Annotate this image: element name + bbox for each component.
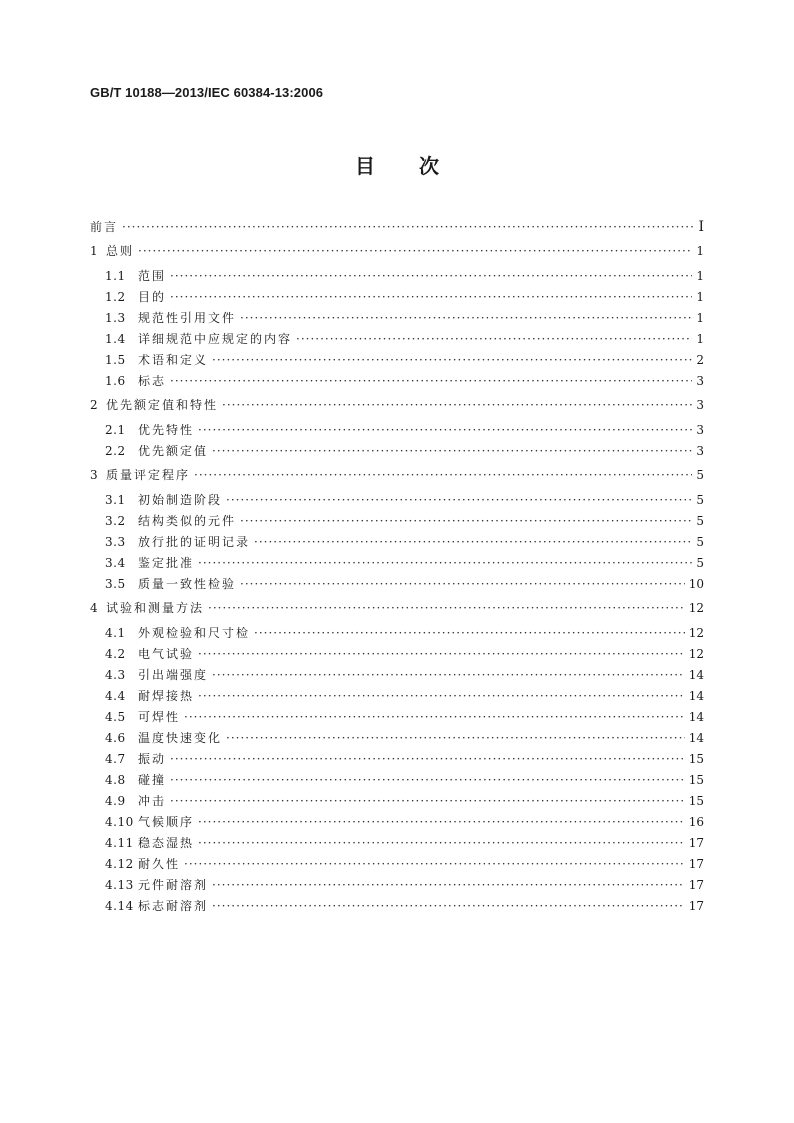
toc-leader-dots xyxy=(254,532,692,552)
toc-page-number: 1 xyxy=(696,290,704,304)
toc-number: 4.8 xyxy=(105,773,126,787)
toc-leader-dots xyxy=(170,791,685,811)
toc-page-number: 15 xyxy=(688,752,704,766)
toc-label: 振动 xyxy=(138,752,167,766)
toc-page-number: 3 xyxy=(696,444,704,458)
toc-number: 3.2 xyxy=(105,514,126,528)
toc-label: 质量一致性检验 xyxy=(138,577,237,591)
toc-number: 4.2 xyxy=(105,647,126,661)
toc-number: 4.10 xyxy=(105,815,134,829)
toc-leader-dots xyxy=(212,896,685,916)
page-title xyxy=(0,150,794,179)
toc-number: 1.3 xyxy=(105,311,126,325)
toc-leader-dots xyxy=(184,854,685,874)
toc-entry-4-12[interactable] xyxy=(90,854,704,874)
toc-leader-dots xyxy=(240,574,685,594)
toc-entry-4-10[interactable] xyxy=(90,812,704,832)
toc-label: 质量评定程序 xyxy=(106,468,191,482)
toc-page-number: 5 xyxy=(696,535,704,549)
toc-page-number: 17 xyxy=(688,878,704,892)
toc-leader-dots xyxy=(212,665,685,685)
toc-number: 3.1 xyxy=(105,493,126,507)
toc-leader-dots xyxy=(222,395,692,415)
toc-leader-dots xyxy=(138,241,692,261)
toc-entry-3-5[interactable] xyxy=(90,574,704,594)
toc-label: 放行批的证明记录 xyxy=(138,535,251,549)
toc-label: 冲击 xyxy=(138,794,167,808)
toc-leader-dots xyxy=(208,598,685,618)
toc-label: 耐焊接热 xyxy=(138,689,195,703)
toc-page-number: 10 xyxy=(688,577,704,591)
toc-label: 电气试验 xyxy=(138,647,195,661)
toc-leader-dots xyxy=(170,770,685,790)
toc-leader-dots xyxy=(198,420,692,440)
toc-leader-dots xyxy=(198,644,685,664)
toc-number: 1.4 xyxy=(105,332,126,346)
toc-leader-dots xyxy=(254,623,685,643)
toc-leader-dots xyxy=(198,833,685,853)
toc-page-number: 3 xyxy=(696,398,704,412)
toc-entry-1-6[interactable] xyxy=(90,371,704,391)
toc-entry-2-2[interactable] xyxy=(90,441,704,461)
toc-number: 4.12 xyxy=(105,857,134,871)
toc-number: 4.9 xyxy=(105,794,126,808)
toc-label: 试验和测量方法 xyxy=(106,601,205,615)
toc-leader-dots xyxy=(226,728,685,748)
toc-entry-1-3[interactable] xyxy=(90,308,704,328)
toc-number: 1.6 xyxy=(105,374,126,388)
toc-page-number: 15 xyxy=(688,773,704,787)
toc-entry-4-2[interactable] xyxy=(90,644,704,664)
standard-code: GB/T 10188—2013/IEC 60384-13:2006 xyxy=(90,85,324,100)
toc-leader-dots xyxy=(170,266,692,286)
title-char-2: 次 xyxy=(419,154,439,178)
toc-leader-dots xyxy=(170,287,692,307)
toc-page-number: 1 xyxy=(696,311,704,325)
toc-label: 详细规范中应规定的内容 xyxy=(138,332,293,346)
toc-leader-dots xyxy=(184,707,685,727)
toc-label: 初始制造阶段 xyxy=(138,493,223,507)
toc-page-number: 5 xyxy=(696,514,704,528)
toc-page-number: 17 xyxy=(688,857,704,871)
toc-leader-dots xyxy=(198,553,692,573)
toc-number: 4.5 xyxy=(105,710,126,724)
toc-number: 4.3 xyxy=(105,668,126,682)
toc-number: 4.14 xyxy=(105,899,134,913)
toc-label: 目的 xyxy=(138,290,167,304)
toc-number: 4.13 xyxy=(105,878,134,892)
toc-entry-3-1[interactable] xyxy=(90,490,704,510)
toc-page-number: 17 xyxy=(688,836,704,850)
title-char-1: 目 xyxy=(355,154,375,178)
toc-label: 稳态湿热 xyxy=(138,836,195,850)
toc-leader-dots xyxy=(296,329,692,349)
toc-page-number: 17 xyxy=(688,899,704,913)
toc-entry-1-5[interactable] xyxy=(90,350,704,370)
toc-page-number: 14 xyxy=(688,731,704,745)
toc-page-number: 14 xyxy=(688,710,704,724)
toc-number: 1.5 xyxy=(105,353,126,367)
toc-number: 1.2 xyxy=(105,290,126,304)
toc-label: 标志 xyxy=(138,374,167,388)
toc-page-number: 12 xyxy=(688,647,704,661)
toc-number: 4.1 xyxy=(105,626,126,640)
toc-page-number: 5 xyxy=(696,556,704,570)
toc-entry-4-6[interactable] xyxy=(90,728,704,748)
toc-page-number: 12 xyxy=(688,601,704,615)
toc-entry-4-14[interactable] xyxy=(90,896,704,916)
toc-page-number: 3 xyxy=(696,423,704,437)
toc-label: 气候顺序 xyxy=(138,815,195,829)
toc-leader-dots xyxy=(122,217,694,237)
toc-number: 3.4 xyxy=(105,556,126,570)
toc-label: 优先额定值 xyxy=(138,444,209,458)
toc-page-number: 1 xyxy=(696,244,704,258)
toc-label: 结构类似的元件 xyxy=(138,514,237,528)
toc-number: 1.1 xyxy=(105,269,126,283)
toc-entry-4-13[interactable] xyxy=(90,875,704,895)
toc-number: 2.1 xyxy=(105,423,126,437)
toc-entry-2-1[interactable] xyxy=(90,420,704,440)
toc-number: 1 xyxy=(90,244,99,258)
toc-page-number: 2 xyxy=(696,353,704,367)
toc-entry-3-4[interactable] xyxy=(90,553,704,573)
toc-label: 温度快速变化 xyxy=(138,731,223,745)
toc-entry-4-4[interactable] xyxy=(90,686,704,706)
toc-page-number: 15 xyxy=(688,794,704,808)
toc-label: 规范性引用文件 xyxy=(138,311,237,325)
toc-entry-4-8[interactable] xyxy=(90,770,704,790)
toc-entry-4-1[interactable] xyxy=(90,623,704,643)
toc-number: 4 xyxy=(90,601,99,615)
toc-leader-dots xyxy=(240,308,692,328)
toc-label: 鉴定批准 xyxy=(138,556,195,570)
toc-label: 引出端强度 xyxy=(138,668,209,682)
toc-label: 前言 xyxy=(90,220,119,234)
toc-entry-2[interactable] xyxy=(90,395,704,415)
toc-label: 可焊性 xyxy=(138,710,181,724)
toc-number: 2 xyxy=(90,398,99,412)
toc-label: 耐久性 xyxy=(138,857,181,871)
toc-number: 4.11 xyxy=(105,836,134,850)
toc-page-number: 1 xyxy=(696,332,704,346)
toc-number: 3 xyxy=(90,468,99,482)
toc-label: 标志耐溶剂 xyxy=(138,899,209,913)
toc-page-number: 3 xyxy=(696,374,704,388)
toc-entry-4-3[interactable] xyxy=(90,665,704,685)
toc-leader-dots xyxy=(170,371,692,391)
toc-label: 范围 xyxy=(138,269,167,283)
toc-label: 优先额定值和特性 xyxy=(106,398,219,412)
toc-entry-3[interactable] xyxy=(90,465,704,485)
toc-entry-1-4[interactable] xyxy=(90,329,704,349)
toc-number: 3.3 xyxy=(105,535,126,549)
toc-leader-dots xyxy=(198,686,685,706)
toc-leader-dots xyxy=(240,511,692,531)
toc-label: 总则 xyxy=(106,244,135,258)
toc-number: 3.5 xyxy=(105,577,126,591)
toc-number: 4.7 xyxy=(105,752,126,766)
toc-label: 元件耐溶剂 xyxy=(138,878,209,892)
toc-leader-dots xyxy=(194,465,692,485)
toc-page-number: 14 xyxy=(688,668,704,682)
toc-leader-dots xyxy=(212,441,692,461)
toc-page-number: 5 xyxy=(696,493,704,507)
toc-entry-4[interactable] xyxy=(90,598,704,618)
toc-page-number: 16 xyxy=(688,815,704,829)
toc-entry-foreword[interactable] xyxy=(90,217,704,237)
toc-page-number: 12 xyxy=(688,626,704,640)
toc-entry-4-11[interactable] xyxy=(90,833,704,853)
toc-entry-3-3[interactable] xyxy=(90,532,704,552)
toc-label: 碰撞 xyxy=(138,773,167,787)
toc-entry-4-7[interactable] xyxy=(90,749,704,769)
toc-number: 4.4 xyxy=(105,689,126,703)
toc-entry-1-1[interactable] xyxy=(90,266,704,286)
toc-label: 外观检验和尺寸检 xyxy=(138,626,251,640)
toc-page-number: 14 xyxy=(688,689,704,703)
toc-page-number: Ⅰ xyxy=(698,219,704,235)
toc-page-number: 1 xyxy=(696,269,704,283)
toc-label: 优先特性 xyxy=(138,423,195,437)
toc-label: 术语和定义 xyxy=(138,353,209,367)
toc-number: 4.6 xyxy=(105,731,126,745)
toc-leader-dots xyxy=(212,350,692,370)
toc-leader-dots xyxy=(212,875,685,895)
toc-leader-dots xyxy=(170,749,685,769)
toc-entry-1-2[interactable] xyxy=(90,287,704,307)
toc-entry-4-5[interactable] xyxy=(90,707,704,727)
toc-entry-4-9[interactable] xyxy=(90,791,704,811)
toc-entry-3-2[interactable] xyxy=(90,511,704,531)
toc-leader-dots xyxy=(198,812,685,832)
toc-page-number: 5 xyxy=(696,468,704,482)
toc-leader-dots xyxy=(226,490,692,510)
toc-entry-1[interactable] xyxy=(90,241,704,261)
toc-number: 2.2 xyxy=(105,444,126,458)
